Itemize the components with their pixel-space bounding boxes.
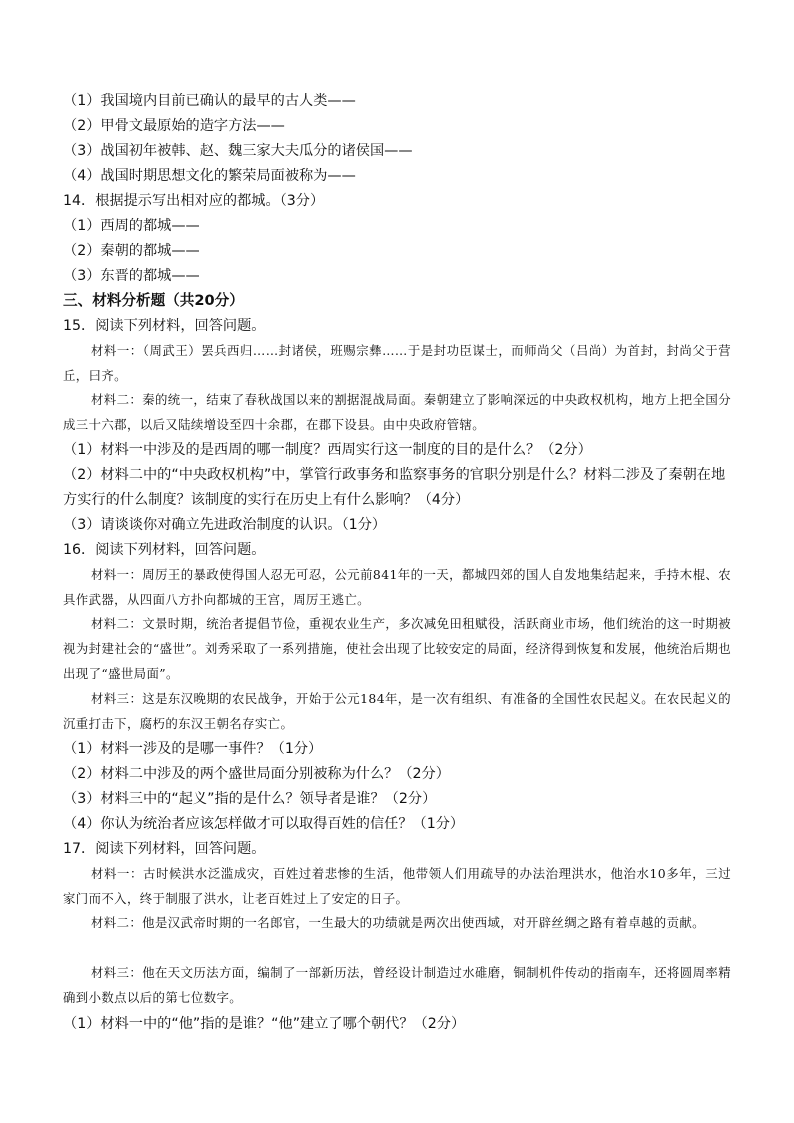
q15-material-2: 材料二：秦的统一，结束了春秋战国以来的割据混战局面。秦朝建立了影响深远的中央政权机构，地方上把全国分成三十六郡，以后又陆续增设至四十余郡，在郡下设县。由中央政府管辖。	[63, 392, 731, 432]
q16-material-3: 材料三：这是东汉晚期的农民战争，开始于公元184年，是一次有组织、有准备的全国性农民起义。在农民起义的沉重打击下，腐朽的东汉王朝名存实亡。	[63, 691, 731, 731]
q17-material-3: 材料三：他在天文历法方面，编制了一部新历法，曾经设计制造过水碓磨，铜制机件传动的指南车，还将圆周率精确到小数点以后的第七位数字。	[63, 965, 731, 1005]
q13-item-3: （3）战国初年被韩、赵、魏三家大夫瓜分的诸侯国——	[63, 143, 413, 159]
q14-item-1: （1）西周的都城——	[63, 218, 200, 234]
q17-question-1: （1）材料一中的“他”指的是谁？“他”建立了哪个朝代？（2分）	[63, 1016, 466, 1032]
q15-question-3: （3）请谈谈你对确立先进政治制度的认识。（1分）	[63, 517, 387, 533]
q16-question-1: （1）材料一涉及的是哪一事件？（1分）	[63, 741, 323, 757]
q15-question-2b: 方实行的什么制度？该制度的实行在历史上有什么影响？（4分）	[63, 492, 470, 508]
q17-stem: 17．阅读下列材料，回答问题。	[63, 841, 266, 857]
q17-material-2: 材料二：他是汉武帝时期的一名郎官，一生最大的功绩就是两次出使西域，对开辟丝绸之路有着卓越的贡献。	[91, 915, 705, 930]
q15-question-1: （1）材料一中涉及的是西周的哪一制度？西周实行这一制度的目的是什么？（2分）	[63, 442, 592, 458]
q14-stem: 14．根据提示写出相对应的都城。（3分）	[63, 193, 325, 209]
q16-stem: 16．阅读下列材料，回答问题。	[63, 542, 266, 558]
section-heading: 三、材料分析题（共20分）	[63, 292, 244, 309]
q16-material-2: 材料二：文景时期，统治者提倡节俭，重视农业生产，多次减免田租赋役，活跃商业市场，他们统治的这一时期被视为封建社会的“盛世”。刘秀采取了一系列措施，使社会出现了比较安定的局面，经济得到恢复和发展，他统治后期也出现了“盛世局面”。	[63, 616, 731, 681]
q16-question-2: （2）材料二中涉及的两个盛世局面分别被称为什么？（2分）	[63, 766, 450, 782]
q16-question-4: （4）你认为统治者应该怎样做才可以取得百姓的信任？（1分）	[63, 816, 465, 832]
q16-question-3: （3）材料三中的“起义”指的是什么？领导者是谁？（2分）	[63, 791, 437, 807]
q15-material-1: 材料一：（周武王）罢兵西归……封诸侯，班赐宗彝……于是封功臣谋士，而师尚父（吕尚）为首封，封尚父于营丘，曰齐。	[63, 343, 731, 383]
q16-material-1: 材料一：周厉王的暴政使得国人忍无可忍，公元前841年的一天，都城四郊的国人自发地集结起来，手持木棍、农具作武器，从四面八方扑向都城的王宫，周厉王逃亡。	[63, 567, 731, 607]
q15-question-2a: （2）材料二中的“中央政权机构”中，掌管行政事务和监察事务的官职分别是什么？材料二涉及了秦朝在地	[63, 467, 726, 483]
q13-item-2: （2）甲骨文最原始的造字方法——	[63, 118, 285, 134]
q13-item-4: （4）战国时期思想文化的繁荣局面被称为——	[63, 168, 356, 184]
q15-stem: 15．阅读下列材料，回答问题。	[63, 318, 266, 334]
q14-item-2: （2）秦朝的都城——	[63, 243, 200, 259]
q17-material-1: 材料一：古时候洪水泛滥成灾，百姓过着悲惨的生活，他带领人们用疏导的办法治理洪水，他治水10多年，三过家门而不入，终于制服了洪水，让老百姓过上了安定的日子。	[63, 866, 731, 906]
q13-item-1: （1）我国境内目前已确认的最早的古人类——	[63, 93, 356, 109]
q14-item-3: （3）东晋的都城——	[63, 268, 200, 284]
